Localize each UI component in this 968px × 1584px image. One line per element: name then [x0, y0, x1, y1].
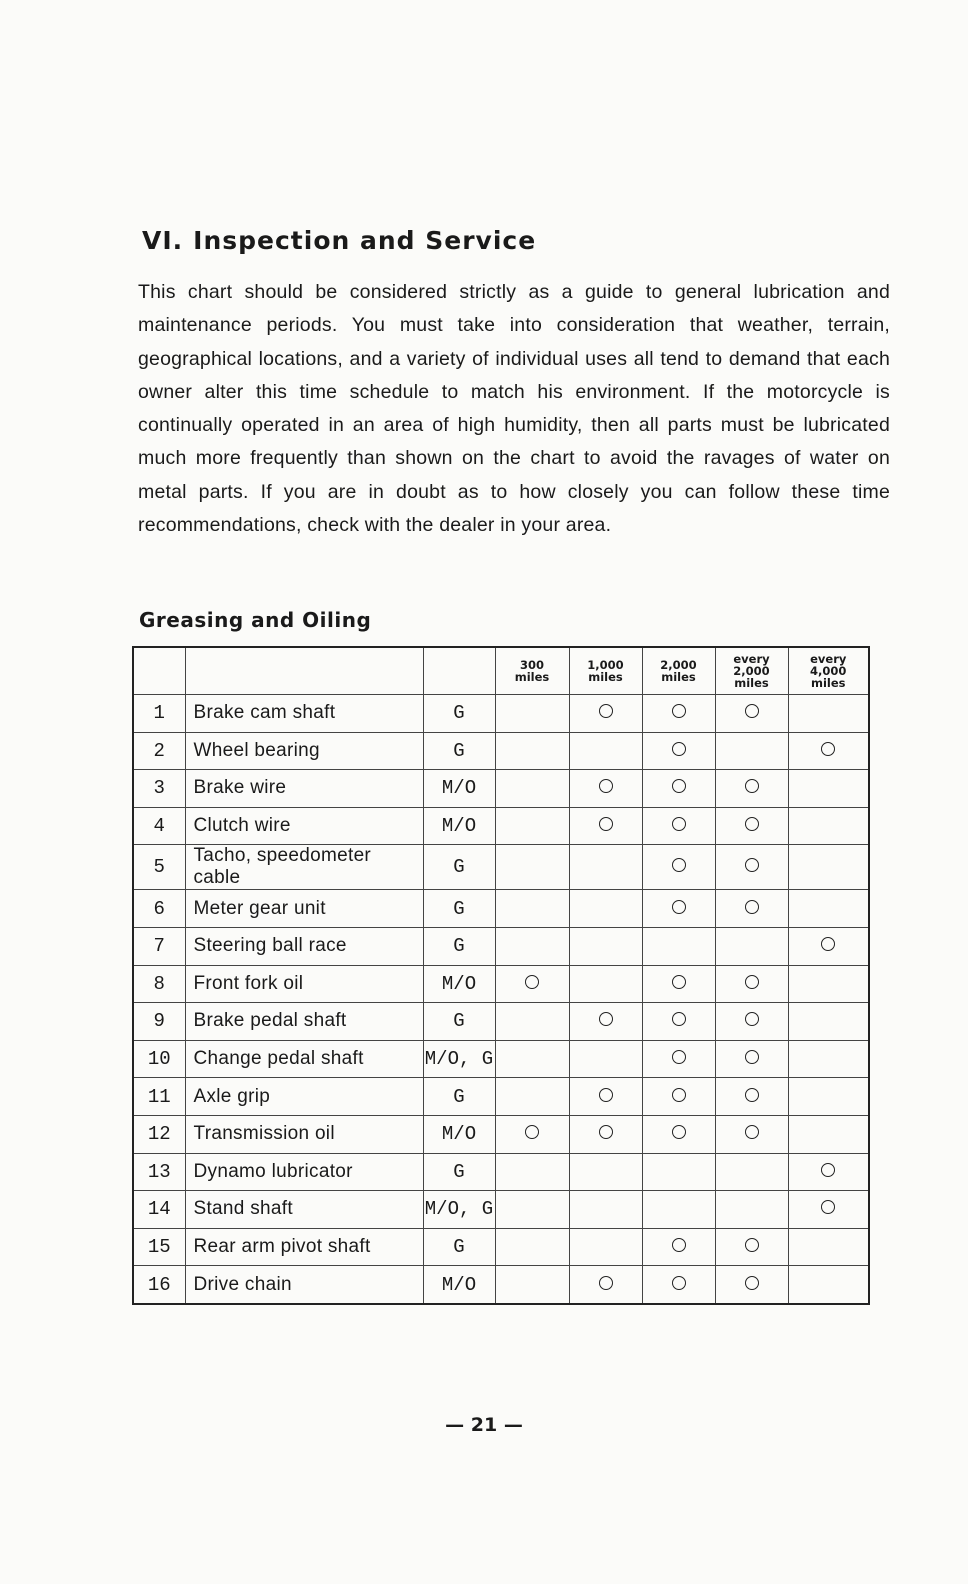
interval-cell — [495, 732, 569, 770]
interval-cell — [788, 1228, 869, 1266]
interval-cell — [569, 1078, 642, 1116]
row-item: Dynamo lubricator — [185, 1153, 423, 1191]
page-number: — 21 — — [445, 1414, 523, 1436]
table-row — [133, 1266, 869, 1304]
interval-cell — [788, 1191, 869, 1229]
interval-cell — [642, 1266, 715, 1304]
row-number: 11 — [133, 1078, 185, 1116]
table-row — [133, 1003, 869, 1041]
interval-cell — [642, 1115, 715, 1153]
interval-cell — [788, 1266, 869, 1304]
row-number: 8 — [133, 965, 185, 1003]
interval-cell — [569, 890, 642, 928]
service-mark-icon — [672, 779, 686, 793]
header-bottom: miles — [588, 670, 623, 684]
header-bottom: miles — [514, 670, 550, 684]
chart-header-row — [133, 647, 869, 695]
row-number: 12 — [133, 1115, 185, 1153]
interval-cell — [642, 927, 715, 965]
row-item: Brake pedal shaft — [185, 1003, 423, 1041]
interval-cell — [495, 1115, 569, 1153]
row-lube-code: M/O — [423, 807, 495, 845]
interval-cell — [715, 695, 788, 733]
interval-cell — [642, 1078, 715, 1116]
header-1000-miles — [569, 647, 642, 695]
table-row — [133, 845, 869, 890]
interval-cell — [788, 1153, 869, 1191]
interval-cell — [715, 965, 788, 1003]
interval-cell — [569, 1115, 642, 1153]
header-2000-miles — [642, 647, 715, 695]
table-row — [133, 1153, 869, 1191]
interval-cell — [569, 1266, 642, 1304]
interval-cell — [715, 1003, 788, 1041]
service-mark-icon — [821, 1200, 835, 1214]
service-mark-icon — [745, 1012, 759, 1026]
row-number: 3 — [133, 770, 185, 808]
interval-cell — [788, 732, 869, 770]
row-lube-code: G — [423, 1003, 495, 1041]
service-mark-icon — [599, 1012, 613, 1026]
service-mark-icon — [672, 742, 686, 756]
table-row — [133, 732, 869, 770]
table-row — [133, 1228, 869, 1266]
interval-cell — [642, 770, 715, 808]
interval-cell — [642, 890, 715, 928]
interval-cell — [715, 732, 788, 770]
row-lube-code: G — [423, 732, 495, 770]
interval-cell — [569, 965, 642, 1003]
table-row — [133, 807, 869, 845]
row-number: 13 — [133, 1153, 185, 1191]
interval-cell — [495, 890, 569, 928]
interval-cell — [715, 807, 788, 845]
interval-cell — [495, 770, 569, 808]
header-every-4000-miles — [788, 647, 869, 695]
section-heading — [142, 226, 536, 255]
interval-cell — [569, 1003, 642, 1041]
interval-cell — [715, 890, 788, 928]
row-number: 9 — [133, 1003, 185, 1041]
header-300-miles — [495, 647, 569, 695]
row-number: 6 — [133, 890, 185, 928]
service-mark-icon — [821, 742, 835, 756]
row-lube-code: M/O — [423, 1115, 495, 1153]
service-mark-icon — [525, 975, 539, 989]
service-mark-icon — [672, 858, 686, 872]
header-item — [185, 647, 423, 695]
service-mark-icon — [672, 1050, 686, 1064]
row-number: 4 — [133, 807, 185, 845]
service-mark-icon — [745, 817, 759, 831]
service-mark-icon — [745, 1125, 759, 1139]
row-item: Clutch wire — [185, 807, 423, 845]
row-item: Tacho, speedometer cable — [185, 845, 423, 890]
interval-cell — [569, 927, 642, 965]
interval-cell — [715, 927, 788, 965]
header-code — [423, 647, 495, 695]
header-middle: 4,000 — [810, 664, 847, 678]
table-row — [133, 1115, 869, 1153]
interval-cell — [788, 965, 869, 1003]
row-number: 16 — [133, 1266, 185, 1304]
interval-cell — [569, 695, 642, 733]
chart-title: Greasing and Oiling — [139, 608, 372, 632]
interval-cell — [715, 1078, 788, 1116]
table-row — [133, 1040, 869, 1078]
header-no — [133, 647, 185, 695]
row-number: 1 — [133, 695, 185, 733]
row-lube-code: M/O, G — [423, 1040, 495, 1078]
interval-cell — [495, 1153, 569, 1191]
row-item: Change pedal shaft — [185, 1040, 423, 1078]
service-mark-icon — [672, 1125, 686, 1139]
interval-cell — [495, 845, 569, 890]
row-lube-code: M/O — [423, 965, 495, 1003]
service-mark-icon — [745, 1238, 759, 1252]
interval-cell — [569, 845, 642, 890]
interval-cell — [569, 1040, 642, 1078]
interval-cell — [715, 1115, 788, 1153]
interval-cell — [715, 770, 788, 808]
interval-cell — [788, 770, 869, 808]
table-row — [133, 927, 869, 965]
service-mark-icon — [599, 1088, 613, 1102]
table-row — [133, 965, 869, 1003]
interval-cell — [495, 927, 569, 965]
interval-cell — [642, 1153, 715, 1191]
header-bottom: miles — [661, 670, 696, 684]
row-lube-code: M/O, G — [423, 1191, 495, 1229]
header-top: 300 — [519, 658, 544, 672]
interval-cell — [715, 1153, 788, 1191]
service-mark-icon — [525, 1125, 539, 1139]
interval-cell — [495, 1040, 569, 1078]
chart-body — [133, 695, 869, 1304]
table-row — [133, 1078, 869, 1116]
header-bottom: miles — [810, 676, 846, 690]
interval-cell — [788, 807, 869, 845]
interval-cell — [569, 732, 642, 770]
row-item: Transmission oil — [185, 1115, 423, 1153]
row-lube-code: G — [423, 1228, 495, 1266]
service-mark-icon — [672, 817, 686, 831]
table-row — [133, 770, 869, 808]
service-mark-icon — [672, 900, 686, 914]
row-lube-code: G — [423, 845, 495, 890]
service-mark-icon — [745, 1276, 759, 1290]
service-mark-icon — [745, 975, 759, 989]
header-top: every — [733, 652, 770, 666]
interval-cell — [642, 965, 715, 1003]
interval-cell — [569, 807, 642, 845]
interval-cell — [715, 1040, 788, 1078]
interval-cell — [788, 1003, 869, 1041]
interval-cell — [642, 1228, 715, 1266]
interval-cell — [788, 1040, 869, 1078]
interval-cell — [788, 1115, 869, 1153]
interval-cell — [788, 890, 869, 928]
service-mark-icon — [599, 1276, 613, 1290]
row-item: Axle grip — [185, 1078, 423, 1116]
lubrication-chart — [132, 646, 870, 1305]
interval-cell — [788, 927, 869, 965]
row-lube-code: M/O — [423, 770, 495, 808]
row-lube-code: M/O — [423, 1266, 495, 1304]
intro-paragraph: This chart should be considered strictly as a guide to general lubrication and maintenance periods. You must take into consideration that weather, terrain, geographical locations, and a variety of individual uses all tend to demand that each owner alter this time schedule to match his environment. If the motorcycle is continually operated in an area of high humidity, then all parts must be lubricated much more frequently than shown on the chart to avoid the ravages of water on metal parts. If you are in doubt as to how closely you can follow these time recommendations, check with the dealer in your area. — [138, 281, 890, 537]
interval-cell — [495, 807, 569, 845]
row-item: Meter gear unit — [185, 890, 423, 928]
service-mark-icon — [672, 1276, 686, 1290]
row-item: Steering ball race — [185, 927, 423, 965]
row-item: Brake cam shaft — [185, 695, 423, 733]
row-number: 15 — [133, 1228, 185, 1266]
service-mark-icon — [745, 1088, 759, 1102]
interval-cell — [569, 1228, 642, 1266]
interval-cell — [642, 845, 715, 890]
service-mark-icon — [599, 1125, 613, 1139]
service-mark-icon — [672, 1088, 686, 1102]
interval-cell — [642, 1191, 715, 1229]
row-item: Brake wire — [185, 770, 423, 808]
service-mark-icon — [599, 704, 613, 718]
interval-cell — [495, 1266, 569, 1304]
section-number: VI. — [142, 226, 184, 255]
row-item: Rear arm pivot shaft — [185, 1228, 423, 1266]
interval-cell — [569, 1191, 642, 1229]
interval-cell — [715, 1191, 788, 1229]
interval-cell — [788, 695, 869, 733]
service-mark-icon — [672, 975, 686, 989]
header-every-2000-miles — [715, 647, 788, 695]
interval-cell — [642, 732, 715, 770]
table-row — [133, 695, 869, 733]
interval-cell — [495, 695, 569, 733]
service-mark-icon — [599, 779, 613, 793]
interval-cell — [715, 845, 788, 890]
interval-cell — [495, 1003, 569, 1041]
service-mark-icon — [599, 817, 613, 831]
interval-cell — [788, 845, 869, 890]
row-lube-code: G — [423, 1153, 495, 1191]
service-mark-icon — [672, 704, 686, 718]
interval-cell — [642, 695, 715, 733]
interval-cell — [569, 770, 642, 808]
service-mark-icon — [821, 1163, 835, 1177]
header-top: 2,000 — [660, 658, 697, 672]
interval-cell — [495, 1191, 569, 1229]
section-title: Inspection and Service — [193, 226, 537, 255]
header-bottom: miles — [734, 676, 769, 690]
header-middle: 2,000 — [733, 664, 770, 678]
service-mark-icon — [745, 858, 759, 872]
service-mark-icon — [745, 1050, 759, 1064]
header-top: every — [810, 652, 847, 666]
row-number: 7 — [133, 927, 185, 965]
row-number: 14 — [133, 1191, 185, 1229]
row-lube-code: G — [423, 890, 495, 928]
interval-cell — [788, 1078, 869, 1116]
service-mark-icon — [745, 900, 759, 914]
table-row — [133, 890, 869, 928]
interval-cell — [642, 1003, 715, 1041]
row-lube-code: G — [423, 695, 495, 733]
interval-cell — [715, 1266, 788, 1304]
row-item: Drive chain — [185, 1266, 423, 1304]
interval-cell — [715, 1228, 788, 1266]
interval-cell — [569, 1153, 642, 1191]
service-mark-icon — [745, 704, 759, 718]
interval-cell — [495, 1228, 569, 1266]
interval-cell — [642, 1040, 715, 1078]
table-row — [133, 1191, 869, 1229]
service-mark-icon — [745, 779, 759, 793]
service-mark-icon — [821, 937, 835, 951]
interval-cell — [495, 1078, 569, 1116]
row-item: Stand shaft — [185, 1191, 423, 1229]
service-mark-icon — [672, 1238, 686, 1252]
interval-cell — [642, 807, 715, 845]
row-number: 10 — [133, 1040, 185, 1078]
row-lube-code: G — [423, 1078, 495, 1116]
row-lube-code: G — [423, 927, 495, 965]
interval-cell — [495, 965, 569, 1003]
header-top: 1,000 — [587, 658, 624, 672]
row-item: Wheel bearing — [185, 732, 423, 770]
row-number: 2 — [133, 732, 185, 770]
row-number: 5 — [133, 845, 185, 890]
row-item: Front fork oil — [185, 965, 423, 1003]
service-mark-icon — [672, 1012, 686, 1026]
